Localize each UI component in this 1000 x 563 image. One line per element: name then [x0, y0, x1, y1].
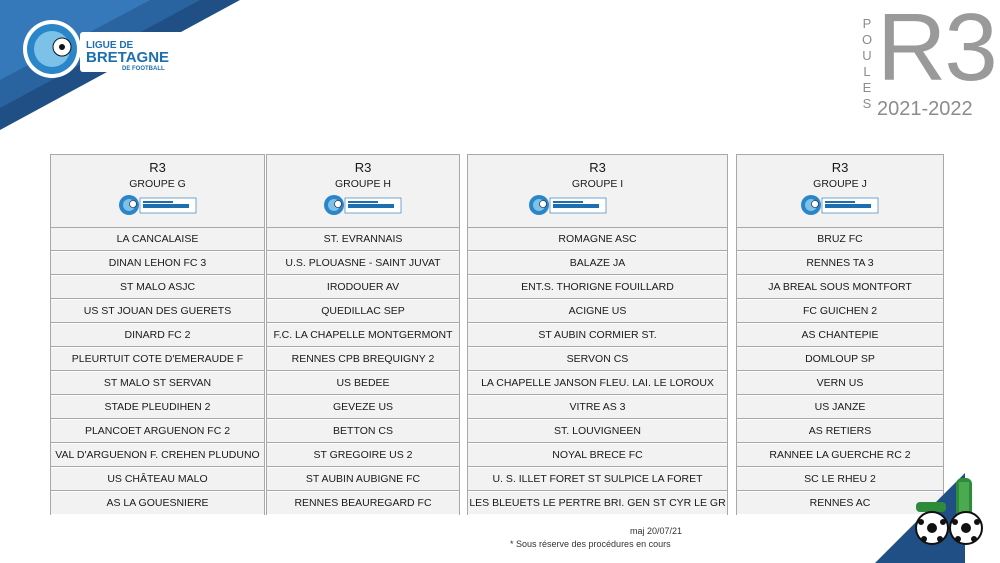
club-row: RENNES BEAUREGARD FC	[267, 492, 459, 514]
group-header	[267, 155, 459, 228]
club-row: US BEDEE	[267, 372, 459, 395]
club-row: AS CHANTEPIE	[737, 324, 943, 347]
league-logo-small	[528, 193, 608, 217]
group-level: R3	[149, 160, 166, 175]
club-row: ST AUBIN AUBIGNE FC	[267, 468, 459, 491]
club-row: BETTON CS	[267, 420, 459, 443]
club-row: STADE PLEUDIHEN 2	[51, 396, 264, 419]
group-name: GROUPE H	[334, 178, 391, 190]
club-row: US ST JOUAN DES GUERETS	[51, 300, 264, 323]
league-logo	[22, 18, 198, 80]
level-title: R3	[877, 0, 996, 101]
group-name: GROUPE I	[571, 178, 624, 190]
club-row: U. S. ILLET FORET ST SULPICE LA FORET	[468, 468, 727, 491]
club-row: ACIGNE US	[468, 300, 727, 323]
group-j-table	[736, 154, 944, 515]
club-row: SC LE RHEU 2	[737, 468, 943, 491]
club-row: ENT.S. THORIGNE FOUILLARD	[468, 276, 727, 299]
club-row: ST MALO ST SERVAN	[51, 372, 264, 395]
club-row: RENNES CPB BREQUIGNY 2	[267, 348, 459, 371]
logo-line2: BRETAGNE	[86, 49, 170, 66]
club-row: ROMAGNE ASC	[468, 228, 727, 251]
club-row: DINAN LEHON FC 3	[51, 252, 264, 275]
club-row: QUEDILLAC SEP	[267, 300, 459, 323]
club-row: RENNES AC	[737, 492, 943, 514]
club-row: VAL D'ARGUENON F. CREHEN PLUDUNO	[51, 444, 264, 467]
group-h-table	[266, 154, 460, 515]
club-row: DOMLOUP SP	[737, 348, 943, 371]
club-row: ST AUBIN CORMIER ST.	[468, 324, 727, 347]
club-row: U.S. PLOUASNE - SAINT JUVAT	[267, 252, 459, 275]
update-date: maj 20/07/21	[630, 526, 683, 536]
poules-label: P O U L E S	[862, 16, 873, 111]
club-row: VERN US	[737, 372, 943, 395]
league-logo-small	[800, 193, 880, 217]
group-name: GROUPE G	[129, 178, 186, 190]
group-header	[737, 155, 943, 228]
logo-line1: LIGUE DE	[86, 40, 134, 51]
club-row: ST. EVRANNAIS	[267, 228, 459, 251]
club-row: RANNEE LA GUERCHE RC 2	[737, 444, 943, 467]
club-row: DINARD FC 2	[51, 324, 264, 347]
group-name: GROUPE J	[813, 178, 867, 190]
club-row: ST GREGOIRE US 2	[267, 444, 459, 467]
club-row: LES BLEUETS LE PERTRE BRI. GEN ST CYR LE GR	[468, 492, 727, 514]
club-row: IRODOUER AV	[267, 276, 459, 299]
league-logo-small	[118, 193, 198, 217]
club-row: SERVON CS	[468, 348, 727, 371]
club-row: AS LA GOUESNIERE	[51, 492, 264, 514]
group-i-table	[467, 154, 728, 515]
club-row: AS RETIERS	[737, 420, 943, 443]
group-level: R3	[831, 160, 849, 175]
club-row: PLANCOET ARGUENON FC 2	[51, 420, 264, 443]
club-row: VITRE AS 3	[468, 396, 727, 419]
club-row: BALAZE JA	[468, 252, 727, 275]
club-row: LA CHAPELLE JANSON FLEU. LAI. LE LOROUX	[468, 372, 727, 395]
club-row: LA CANCALAISE	[51, 228, 264, 251]
club-row: BRUZ FC	[737, 228, 943, 251]
football-icon	[912, 472, 992, 552]
club-row: RENNES TA 3	[737, 252, 943, 275]
group-level: R3	[589, 160, 606, 175]
club-row: US CHÂTEAU MALO	[51, 468, 264, 491]
group-g-table	[50, 154, 265, 515]
club-row: US JANZE	[737, 396, 943, 419]
club-row: F.C. LA CHAPELLE MONTGERMONT	[267, 324, 459, 347]
club-row: ST MALO ASJC	[51, 276, 264, 299]
logo-line3: DE FOOTBALL	[122, 66, 165, 72]
club-row: PLEURTUIT COTE D'EMERAUDE F	[51, 348, 264, 371]
league-logo-small	[323, 193, 403, 217]
group-header	[468, 155, 727, 228]
group-level: R3	[354, 160, 372, 175]
club-row: GEVEZE US	[267, 396, 459, 419]
footer-note: * Sous réserve des procédures en cours	[510, 539, 671, 549]
season-label: 2021-2022	[877, 98, 973, 120]
club-row: JA BREAL SOUS MONTFORT	[737, 276, 943, 299]
club-row: NOYAL BRECE FC	[468, 444, 727, 467]
group-header	[51, 155, 264, 228]
club-row: ST. LOUVIGNEEN	[468, 420, 727, 443]
club-row: FC GUICHEN 2	[737, 300, 943, 323]
